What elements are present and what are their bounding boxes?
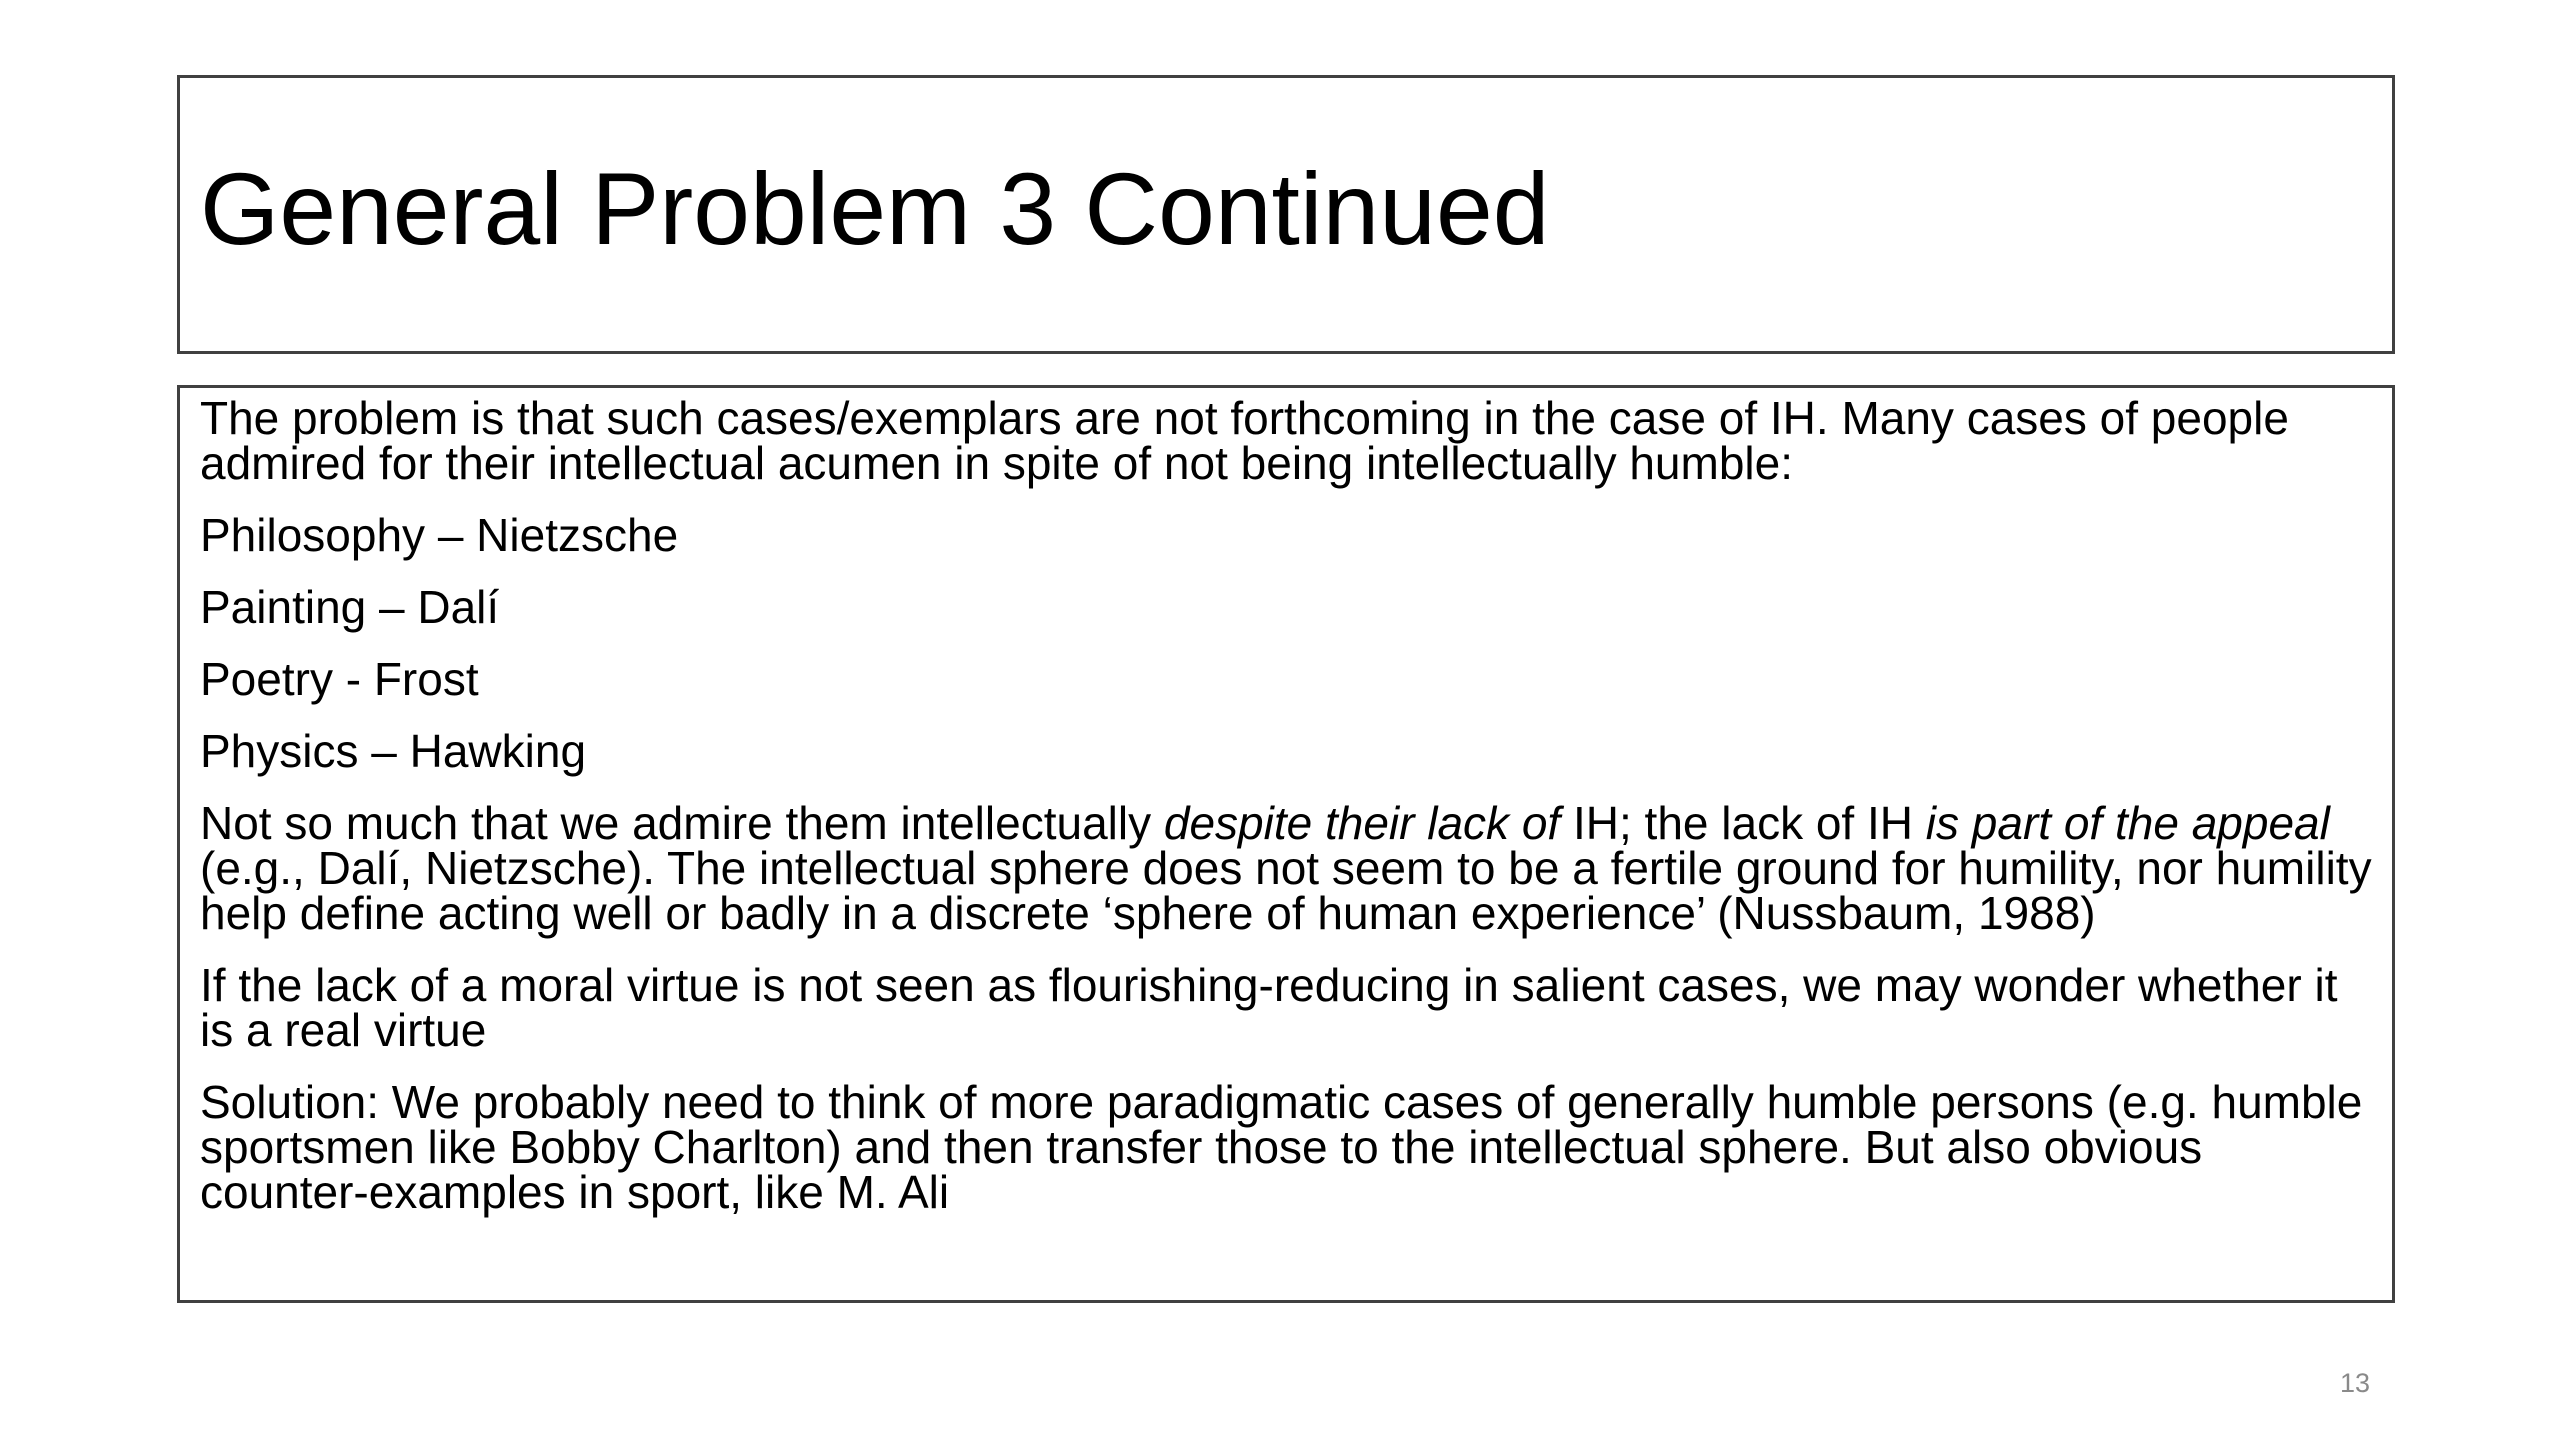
- example-painting: Painting – Dalí: [200, 581, 500, 633]
- content-placeholder: [177, 385, 2395, 1303]
- paragraph-moral-virtue: If the lack of a moral virtue is not seen as flourishing-reducing in salient cases, we may wonder whether it is a real virtue: [200, 959, 2338, 1056]
- slide-title: General Problem 3 Continued: [200, 152, 1550, 266]
- example-physics: Physics – Hawking: [200, 725, 587, 777]
- emphasis-part-of-appeal: is part of the appeal: [1925, 797, 2330, 849]
- page-number: 13: [2340, 1368, 2371, 1398]
- emphasis-despite: despite their lack of: [1163, 797, 1561, 849]
- text-run: (e.g., Dalí, Nietzsche). The intellectual sphere does not seem to be a fertile ground for humility, nor humility help define acting well or badly in a discrete ‘sphere of human experience’ (Nussbaum, 1988): [200, 842, 2372, 939]
- text-run: IH; the lack of IH: [1560, 797, 1926, 849]
- paragraph-intro: The problem is that such cases/exemplars are not forthcoming in the case of IH. Many cases of people admired for their intellectual acumen in spite of not being intellectually humble:: [200, 392, 2289, 489]
- paragraph-solution: Solution: We probably need to think of more paradigmatic cases of generally humble persons (e.g. humble sportsmen like Bobby Charlton) and then transfer those to the intellectual sphere. But also obvious counter-examples in sport, like M. Ali: [200, 1076, 2363, 1218]
- text-run: Not so much that we admire them intellectually: [200, 797, 1164, 849]
- paragraph-not-so-much: [200, 797, 2372, 939]
- example-philosophy: Philosophy – Nietzsche: [200, 509, 679, 561]
- title-placeholder: [177, 75, 2395, 354]
- example-poetry: Poetry - Frost: [200, 653, 479, 705]
